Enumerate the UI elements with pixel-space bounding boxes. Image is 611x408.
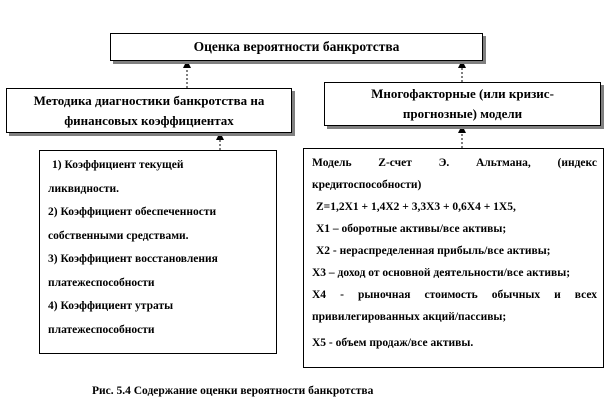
coefficient-line: платежеспособности: [48, 323, 155, 336]
model-word: Z-счет: [378, 157, 412, 169]
x4-word: X4: [312, 289, 327, 301]
variable-x3: X3 – доход от основной деятельности/все активы;: [312, 267, 571, 279]
model-word: (индекс: [557, 157, 597, 169]
x4-word: -: [340, 289, 344, 301]
altman-model-box: [303, 148, 604, 368]
model-title-line1: [312, 152, 597, 174]
variable-x4-line1: [312, 284, 597, 306]
coefficients-list-box: [39, 150, 277, 354]
variable-x4-line2: привилегированных акций/пассивы;: [312, 311, 507, 323]
model-word: Альтмана,: [476, 157, 531, 169]
figure-caption: Рис. 5.4 Содержание оценки вероятности банкротства: [92, 385, 374, 397]
variable-x2: X2 - нераспределенная прибыль/все активы;: [316, 245, 551, 257]
left-method-title-line1: Методика диагностики банкротства на: [33, 93, 265, 108]
coefficient-line: 3) Коэффициент восстановления: [48, 253, 218, 265]
top-box: [110, 33, 483, 61]
left-method-box: [6, 88, 292, 133]
x4-word: и: [554, 289, 561, 301]
model-word: Э.: [438, 157, 450, 169]
coefficient-line: 1) Коэффициент текущей: [52, 159, 184, 171]
x4-word: обычных: [491, 289, 541, 301]
altman-formula: Z=1,2X1 + 1,4X2 + 3,3X3 + 0,6X4 + 1X5,: [316, 201, 516, 213]
model-word: Модель: [312, 157, 352, 169]
right-models-title-line1: Многофакторные (или кризис-: [371, 86, 554, 101]
coefficient-line: платежеспособности: [48, 276, 155, 289]
variable-x5: X5 - объем продаж/все активы.: [312, 337, 474, 349]
top-box-title: Оценка вероятности банкротства: [193, 39, 400, 54]
coefficient-line: 2) Коэффициент обеспеченности: [48, 206, 217, 218]
coefficient-line: ликвидности.: [48, 182, 119, 195]
coefficient-line: 4) Коэффициент утраты: [48, 300, 174, 312]
x4-word: стоимость: [424, 289, 478, 301]
coefficient-line: собственными средствами.: [48, 229, 189, 242]
right-models-title-line2: прогнозные) модели: [402, 106, 523, 121]
right-models-box: [324, 82, 601, 126]
x4-word: рыночная: [357, 289, 411, 301]
x4-word: всех: [574, 289, 597, 301]
model-title-line2: кредитоспособности): [312, 179, 422, 191]
left-method-title-line2: финансовых коэффициентах: [64, 113, 234, 128]
variable-x1: X1 – оборотные активы/все активы;: [316, 223, 507, 235]
